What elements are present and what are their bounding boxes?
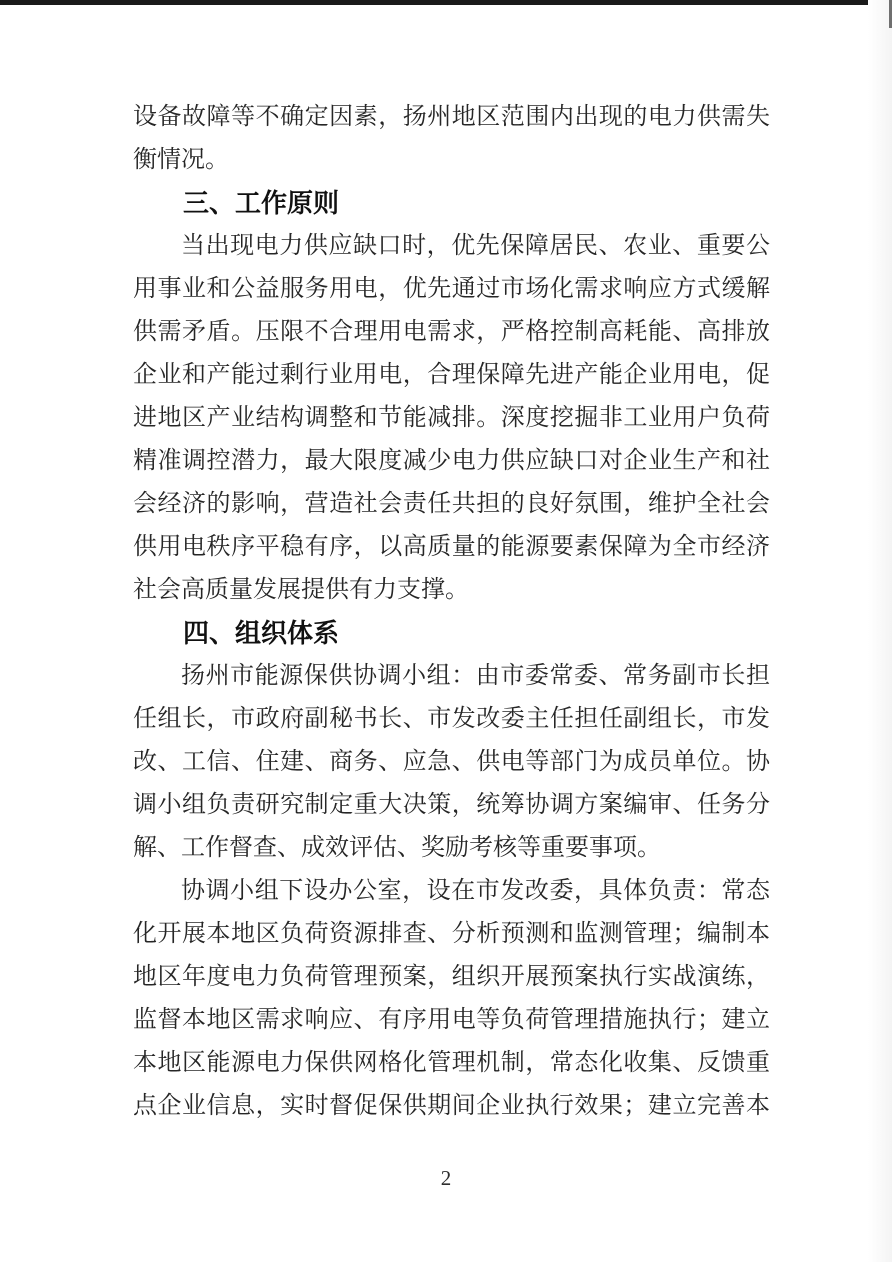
section-heading-4: 四、组织体系 (183, 618, 340, 648)
text-line: 衡情况。 (133, 147, 229, 173)
text-line: 解、工作督查、成效评估、奖励考核等重要事项。 (133, 835, 661, 861)
text-line: 精准调控潜力，最大限度减少电力供应缺口对企业生产和社 (133, 448, 770, 474)
text-line: 供需矛盾。压限不合理用电需求，严格控制高耗能、高排放 (133, 319, 770, 345)
text-line: 任组长，市政府副秘书长、市发改委主任担任副组长，市发 (133, 706, 770, 732)
text-line: 进地区产业结构调整和节能减排。深度挖掘非工业用户负荷 (133, 405, 770, 431)
page-footer (0, 1158, 892, 1198)
text-line: 点企业信息，实时督促保供期间企业执行效果；建立完善本 (133, 1093, 770, 1119)
text-line: 改、工信、住建、商务、应急、供电等部门为成员单位。协 (133, 749, 770, 775)
text-line: 扬州市能源保供协调小组：由市委常委、常务副市长担 (181, 663, 770, 689)
text-line: 协调小组下设办公室，设在市发改委，具体负责：常态 (181, 878, 770, 904)
text-line: 监督本地区需求响应、有序用电等负荷管理措施执行；建立 (133, 1007, 770, 1033)
text-line: 社会高质量发展提供有力支撑。 (133, 577, 469, 603)
section-heading-3: 三、工作原则 (183, 188, 340, 218)
text-line: 会经济的影响，营造社会责任共担的良好氛围，维护全社会 (133, 491, 770, 517)
page-right-edge-shading (868, 0, 892, 1262)
text-line: 用事业和公益服务用电，优先通过市场化需求响应方式缓解 (133, 276, 770, 302)
text-line: 供用电秩序平稳有序，以高质量的能源要素保障为全市经济 (133, 534, 770, 560)
text-line: 企业和产能过剩行业用电，合理保障先进产能企业用电，促 (133, 362, 770, 388)
text-line: 本地区能源电力保供网格化管理机制，常态化收集、反馈重 (133, 1050, 770, 1076)
page-number: 2 (440, 1166, 452, 1190)
text-line: 地区年度电力负荷管理预案，组织开展预案执行实战演练， (133, 964, 770, 990)
text-line: 设备故障等不确定因素，扬州地区范围内出现的电力供需失 (133, 104, 770, 130)
text-line: 调小组负责研究制定重大决策，统筹协调方案编审、任务分 (133, 792, 770, 818)
text-line: 当出现电力供应缺口时，优先保障居民、农业、重要公 (181, 233, 770, 259)
scan-artifact-top-edge (0, 0, 884, 5)
document-body (133, 96, 770, 1128)
text-line: 化开展本地区负荷资源排查、分析预测和监测管理；编制本 (133, 921, 770, 947)
